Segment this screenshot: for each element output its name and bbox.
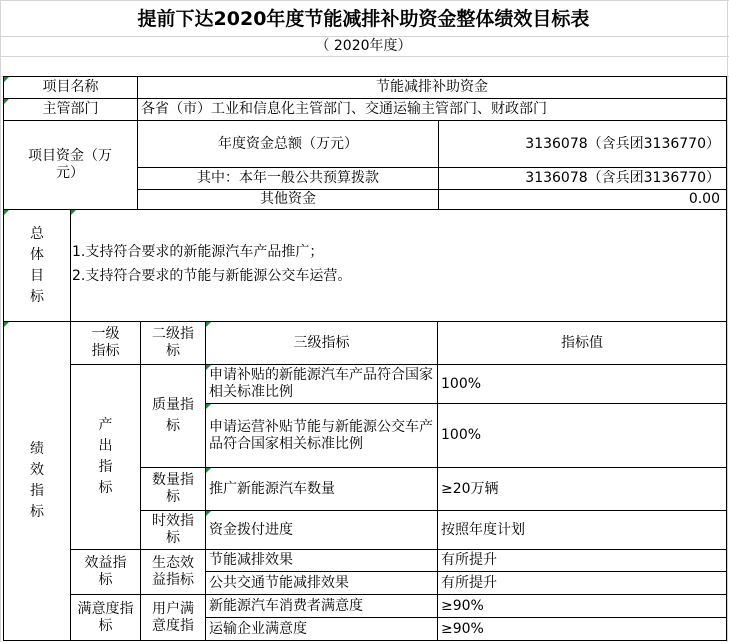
indicator-value-8: ≥90% (441, 620, 484, 637)
indicator-row-1: 申请补贴的新能源汽车产品符合国家相关标准比例 (209, 367, 433, 400)
timeliness-indicator-label: 时效指标 (152, 513, 194, 546)
quality-indicator-label: 质量指标 (152, 397, 194, 434)
indicator-row-8: 运输企业满意度 (209, 620, 307, 637)
indicator-row-4: 资金拨付进度 (209, 521, 293, 538)
quantity-indicator-label: 数量指标 (152, 472, 194, 505)
funds-total-value: 3136078（含兵团3136770） (525, 135, 720, 152)
indicator-value-3: ≥20万辆 (441, 480, 499, 497)
indicator-value-7: ≥90% (441, 597, 484, 614)
eco-benefit-indicator-label: 生态效益指标 (152, 555, 194, 588)
funds-budget-value: 3136078（含兵团3136770） (525, 170, 720, 186)
indicator-value-6: 有所提升 (441, 574, 497, 591)
indicator-row-2: 申请运营补贴节能与新能源公交车产品符合国家相关标准比例 (209, 418, 433, 452)
project-name-label: 项目名称 (42, 79, 99, 95)
dept-label: 主管部门 (42, 101, 99, 117)
funds-other-label: 其他资金 (260, 191, 316, 207)
indicator-row-6: 公共交通节能减排效果 (209, 574, 349, 591)
header-value: 指标值 (561, 334, 603, 351)
header-level1: 一级指标 (91, 326, 120, 359)
indicator-row-3: 推广新能源汽车数量 (209, 480, 335, 497)
sheet-subtitle: （ 2020年度） (315, 37, 412, 54)
indicator-value-1: 100% (441, 375, 482, 392)
header-level3: 三级指标 (293, 334, 350, 351)
indicator-value-2: 100% (441, 427, 482, 443)
satisfaction-indicator-label: 满意度指标 (77, 600, 134, 634)
indicator-value-4: 按照年度计划 (441, 521, 525, 538)
goal-item-1: 1.支持符合要求的新能源汽车产品推广； (72, 244, 324, 260)
funds-other-value: 0.00 (688, 191, 720, 207)
project-name-value: 节能减排补助资金 (376, 79, 488, 95)
dept-value: 各省（市）工业和信息化主管部门、交通运输主管部门、财政部门 (141, 101, 547, 117)
funds-total-label: 年度资金总额（万元） (218, 135, 358, 152)
user-satisfaction-indicator-label: 用户满意度指 (152, 600, 194, 634)
goal-label: 总体目标 (30, 225, 44, 305)
indicator-row-7: 新能源汽车消费者满意度 (209, 597, 363, 614)
output-indicator-label: 产出指标 (98, 417, 113, 496)
header-level2: 二级指标 (152, 326, 194, 359)
benefit-indicator-label: 效益指标 (84, 555, 127, 588)
goal-list (72, 240, 722, 290)
sheet-title: 提前下达2020年度节能减排补助资金整体绩效目标表 (137, 7, 590, 30)
funds-budget-label: 其中：本年一般公共预算拨款 (197, 170, 379, 186)
funds-label: 项目资金（万元） (28, 148, 112, 181)
indicator-value-5: 有所提升 (441, 552, 497, 568)
goal-item-2: 2.支持符合要求的节能与新能源公交车运营。 (72, 268, 352, 284)
perf-label: 绩效指标 (30, 441, 44, 520)
indicator-row-5: 节能减排效果 (209, 552, 293, 568)
